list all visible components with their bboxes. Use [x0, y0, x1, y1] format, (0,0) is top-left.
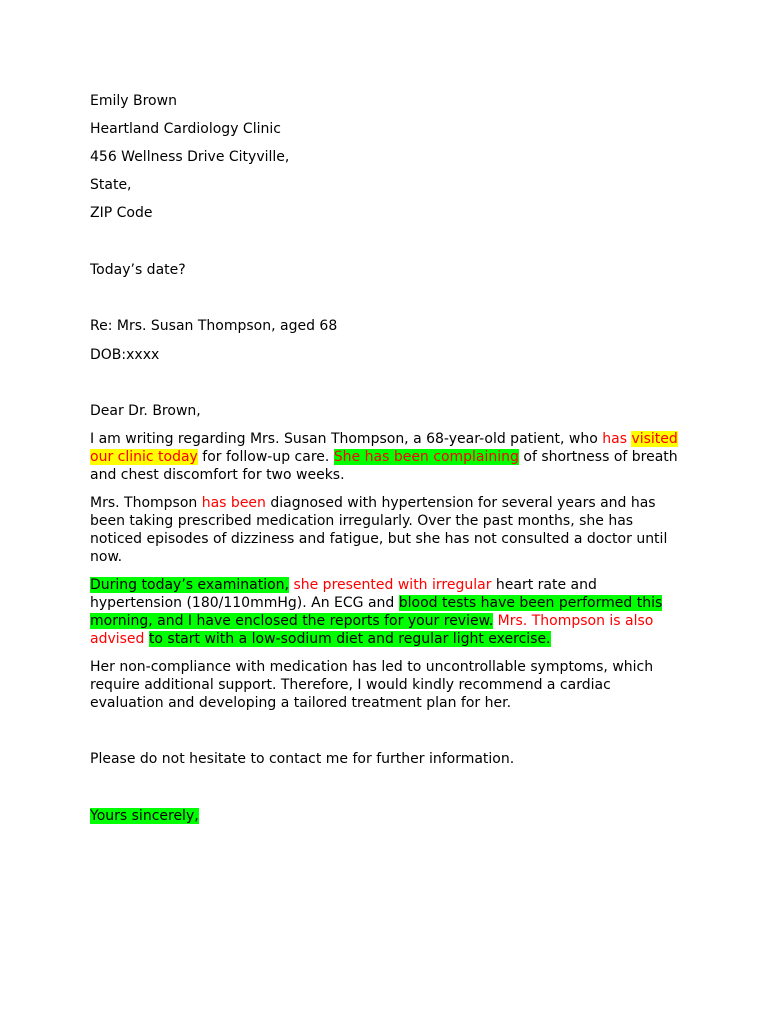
- re-subject: Re: Mrs. Susan Thompson, aged 68: [90, 318, 338, 334]
- p3-highlight-3: to start with a low-sodium diet and regular light exercise.: [148, 631, 551, 647]
- p3-text-3: heart rate and hypertension (180/110mmHg). An ECG and: [90, 577, 597, 611]
- signoff-text: Yours sincerely,: [90, 808, 199, 824]
- salutation: Dear Dr. Brown,: [90, 403, 201, 419]
- p3-highlight-2: blood tests have been performed this morning, and I have enclosed the reports for your review.: [90, 595, 663, 629]
- re-dob: DOB:xxxx: [90, 347, 160, 363]
- sender-zip: ZIP Code: [90, 205, 153, 221]
- paragraph-4: Her non-compliance with medication has led to uncontrollable symptoms, which require additional support. Therefore, I would kindly recommend a cardiac evaluation and developing a tailored treatment plan for her.: [90, 659, 654, 711]
- p3-text-5: Mrs. Thompson is also advised: [90, 613, 654, 647]
- paragraph-3: [90, 576, 680, 648]
- sender-address: 456 Wellness Drive Cityville,: [90, 149, 290, 165]
- sender-name: Emily Brown: [90, 93, 177, 109]
- p1-text-4: for follow-up care.: [197, 449, 334, 465]
- p1-highlight-2: She has been complaining: [333, 449, 519, 465]
- p2-text-3: diagnosed with hypertension for several years and has been taking prescribed medication irregularly. Over the past months, she has noticed episodes of dizziness and fatigue, but she has not consulted a doctor until now.: [90, 495, 668, 565]
- p2-text-2: has been: [201, 495, 266, 511]
- p3-highlight-1: During today’s examination,: [90, 577, 289, 593]
- paragraph-2: [90, 494, 680, 566]
- paragraph-1: [90, 430, 680, 484]
- p1-highlight-1: visited our clinic today: [90, 431, 678, 465]
- p3-text-2: she presented with irregular: [289, 577, 492, 593]
- sender-state: State,: [90, 177, 132, 193]
- p1-text-6: of shortness of breath and chest discomfort for two weeks.: [90, 449, 678, 483]
- closing-note: Please do not hesitate to contact me for further information.: [90, 751, 515, 767]
- p2-text-1: Mrs. Thompson: [90, 495, 202, 511]
- sender-clinic: Heartland Cardiology Clinic: [90, 121, 281, 137]
- signoff: [90, 807, 199, 825]
- letter-date: Today’s date?: [90, 262, 186, 278]
- p1-text-1: I am writing regarding Mrs. Susan Thompson, a 68-year-old patient, who: [90, 431, 603, 447]
- p1-text-2: has: [602, 431, 632, 447]
